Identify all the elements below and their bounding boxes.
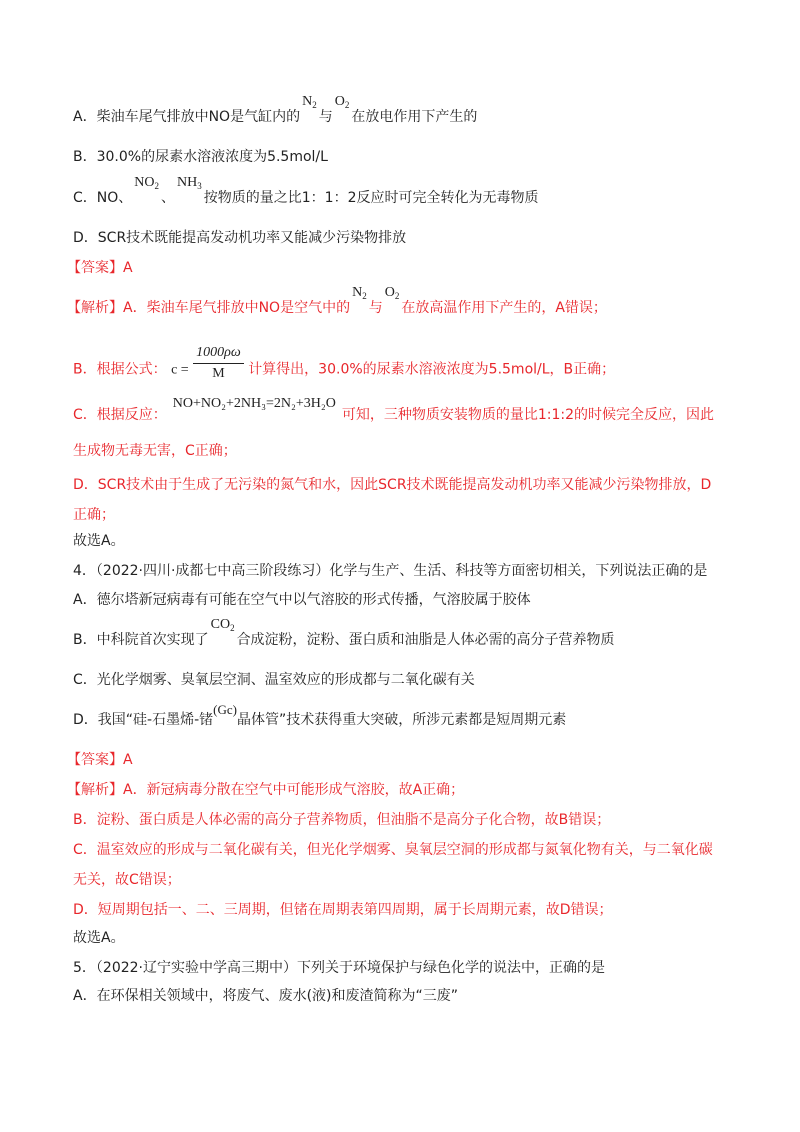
formula-fraction: $\frac{1000\rho\omega}{M}$ <box>193 343 244 384</box>
q4-option-b: B．中科院首次实现了$CO_2$合成淀粉，淀粉、蛋白质和油脂是人体必需的高分子营养物质 <box>73 617 615 648</box>
q5-option-a: A．在环保相关领域中，将废气、废水(液)和废渣简称为“三废” <box>73 988 459 1004</box>
q3-option-b: B．30.0%的尿素水溶液浓度为5.5mol/L <box>73 149 328 165</box>
q3-explanation-b: B．根据公式： c = $\frac{1000\rho\omega}{M}$ 计算得出，30.0%的尿素水溶液浓度为5.5mol/L，B正确； <box>73 349 615 390</box>
q3-answer: 【答案】A <box>67 260 133 276</box>
q4-explanation-c-cont: 无关，故C错误； <box>73 872 181 888</box>
q4-option-d: D．我国“硅-石墨烯-锗(Gc)晶体管”技术获得重大突破，所涉元素都是短周期元素 <box>73 702 567 728</box>
q3-option-c: C．NO、$NO_2$、$NH_3$按物质的量之比1：1：2反应时可完全转化为无毒物质 <box>73 175 539 206</box>
q5-stem: 5．（2022·辽宁实验中学高三期中）下列关于环境保护与绿色化学的说法中，正确的是 <box>73 960 605 976</box>
q4-option-a: A．德尔塔新冠病毒有可能在空气中以气溶胶的形式传播，气溶胶属于胶体 <box>73 592 531 608</box>
q4-option-c: C．光化学烟雾、臭氧层空洞、温室效应的形成都与二氧化碳有关 <box>73 672 475 688</box>
q4-conclusion: 故选A。 <box>73 930 125 946</box>
q4-explanation-a: 【解析】A．新冠病毒分散在空气中可能形成气溶胶，故A正确； <box>67 782 465 798</box>
q4-stem: 4．（2022·四川·成都七中高三阶段练习）化学与生产、生活、科技等方面密切相关，下列说法正确的是 <box>73 563 708 579</box>
q4-answer: 【答案】A <box>67 752 133 768</box>
q3-explanation-c: C．根据反应：NO+NO₂+2NH₃=2N₂+3H₂O可知，三种物质安装物质的量比1:1:2的时候完全反应，因此 <box>73 396 715 423</box>
q3-explanation-c-cont: 生成物无毒无害，C正确； <box>73 443 237 459</box>
q4-explanation-b: B．淀粉、蛋白质是人体必需的高分子营养物质，但油脂不是高分子化合物，故B错误； <box>73 812 611 828</box>
q3-explanation-a: 【解析】A．柴油车尾气排放中NO是空气中的$N_2$与$O_2$在放高温作用下产生的，A错误； <box>67 285 607 316</box>
q3-explanation-d-cont: 正确； <box>73 507 115 523</box>
q3-option-a: A．柴油车尾气排放中NO是气缸内的$N_2$与$O_2$在放电作用下产生的 <box>73 94 478 125</box>
q3-conclusion: 故选A。 <box>73 533 125 549</box>
q3-option-d: D．SCR技术既能提高发动机功率又能减少污染物排放 <box>73 230 407 246</box>
q3-explanation-d: D．SCR技术由于生成了无污染的氮气和水，因此SCR技术既能提高发动机功率又能减少污染物排放，D <box>73 477 712 493</box>
q4-explanation-c: C．温室效应的形成与二氧化碳有关，但光化学烟雾、臭氧层空洞的形成都与氮氧化物有关，与二氧化碳 <box>73 842 713 858</box>
q4-explanation-d: D．短周期包括一、二、三周期，但锗在周期表第四周期，属于长周期元素，故D错误； <box>73 902 613 918</box>
